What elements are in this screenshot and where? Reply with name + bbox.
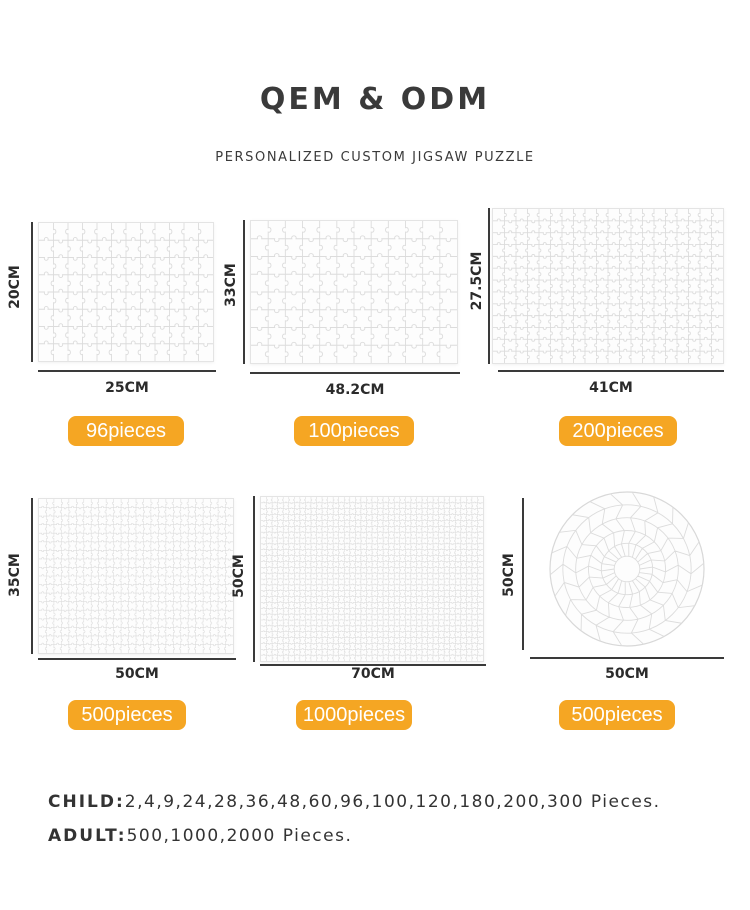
jigsaw-pattern — [39, 499, 233, 653]
height-label-2: 33CM — [223, 263, 239, 307]
jigsaw-pattern — [493, 209, 723, 363]
width-line-6 — [530, 657, 724, 659]
width-line-3 — [498, 370, 724, 372]
height-label-1: 20CM — [7, 265, 23, 309]
width-line-2 — [250, 372, 460, 374]
adult-label: ADULT: — [48, 826, 127, 846]
child-values: 2,4,9,24,28,36,48,60,96,100,120,180,200,300 Pieces. — [124, 792, 661, 812]
adult-values: 500,1000,2000 Pieces. — [126, 826, 353, 846]
height-label-3: 27.5CM — [469, 251, 485, 311]
page-title: QEM & ODM — [259, 82, 491, 117]
height-label-6: 50CM — [501, 553, 517, 597]
height-label-5: 50CM — [231, 554, 247, 598]
height-line-5 — [253, 496, 255, 662]
puzzle-image-3 — [492, 208, 724, 364]
child-sizes-line — [48, 792, 661, 812]
height-line-4 — [31, 498, 33, 654]
pieces-badge-3: 200pieces — [559, 416, 677, 446]
puzzle-image-4 — [38, 498, 234, 654]
page-subtitle: PERSONALIZED CUSTOM JIGSAW PUZZLE — [215, 150, 535, 165]
pieces-badge-6: 500pieces — [559, 700, 675, 730]
height-line-1 — [31, 222, 33, 362]
puzzle-image-5 — [260, 496, 484, 662]
jigsaw-pattern — [39, 223, 213, 361]
jigsaw-pattern — [261, 497, 483, 661]
round-jigsaw-pattern — [548, 490, 706, 648]
adult-sizes-line — [48, 826, 352, 846]
width-label-2: 48.2CM — [325, 382, 385, 398]
height-line-2 — [243, 220, 245, 364]
jigsaw-pattern — [251, 221, 457, 363]
height-line-6 — [522, 498, 524, 650]
width-label-3: 41CM — [589, 380, 633, 396]
height-line-3 — [488, 208, 490, 364]
child-label: CHILD: — [48, 792, 125, 812]
puzzle-image-2 — [250, 220, 458, 364]
width-label-4: 50CM — [115, 666, 159, 682]
height-label-4: 35CM — [7, 553, 23, 597]
width-label-1: 25CM — [105, 380, 149, 396]
pieces-badge-1: 96pieces — [68, 416, 184, 446]
width-line-1 — [38, 370, 216, 372]
width-line-4 — [38, 658, 236, 660]
pieces-badge-4: 500pieces — [68, 700, 186, 730]
width-label-5: 70CM — [351, 666, 395, 682]
puzzle-image-1 — [38, 222, 214, 362]
pieces-badge-2: 100pieces — [294, 416, 414, 446]
pieces-badge-5: 1000pieces — [296, 700, 412, 730]
puzzle-image-6 — [548, 490, 706, 648]
width-label-6: 50CM — [605, 666, 649, 682]
